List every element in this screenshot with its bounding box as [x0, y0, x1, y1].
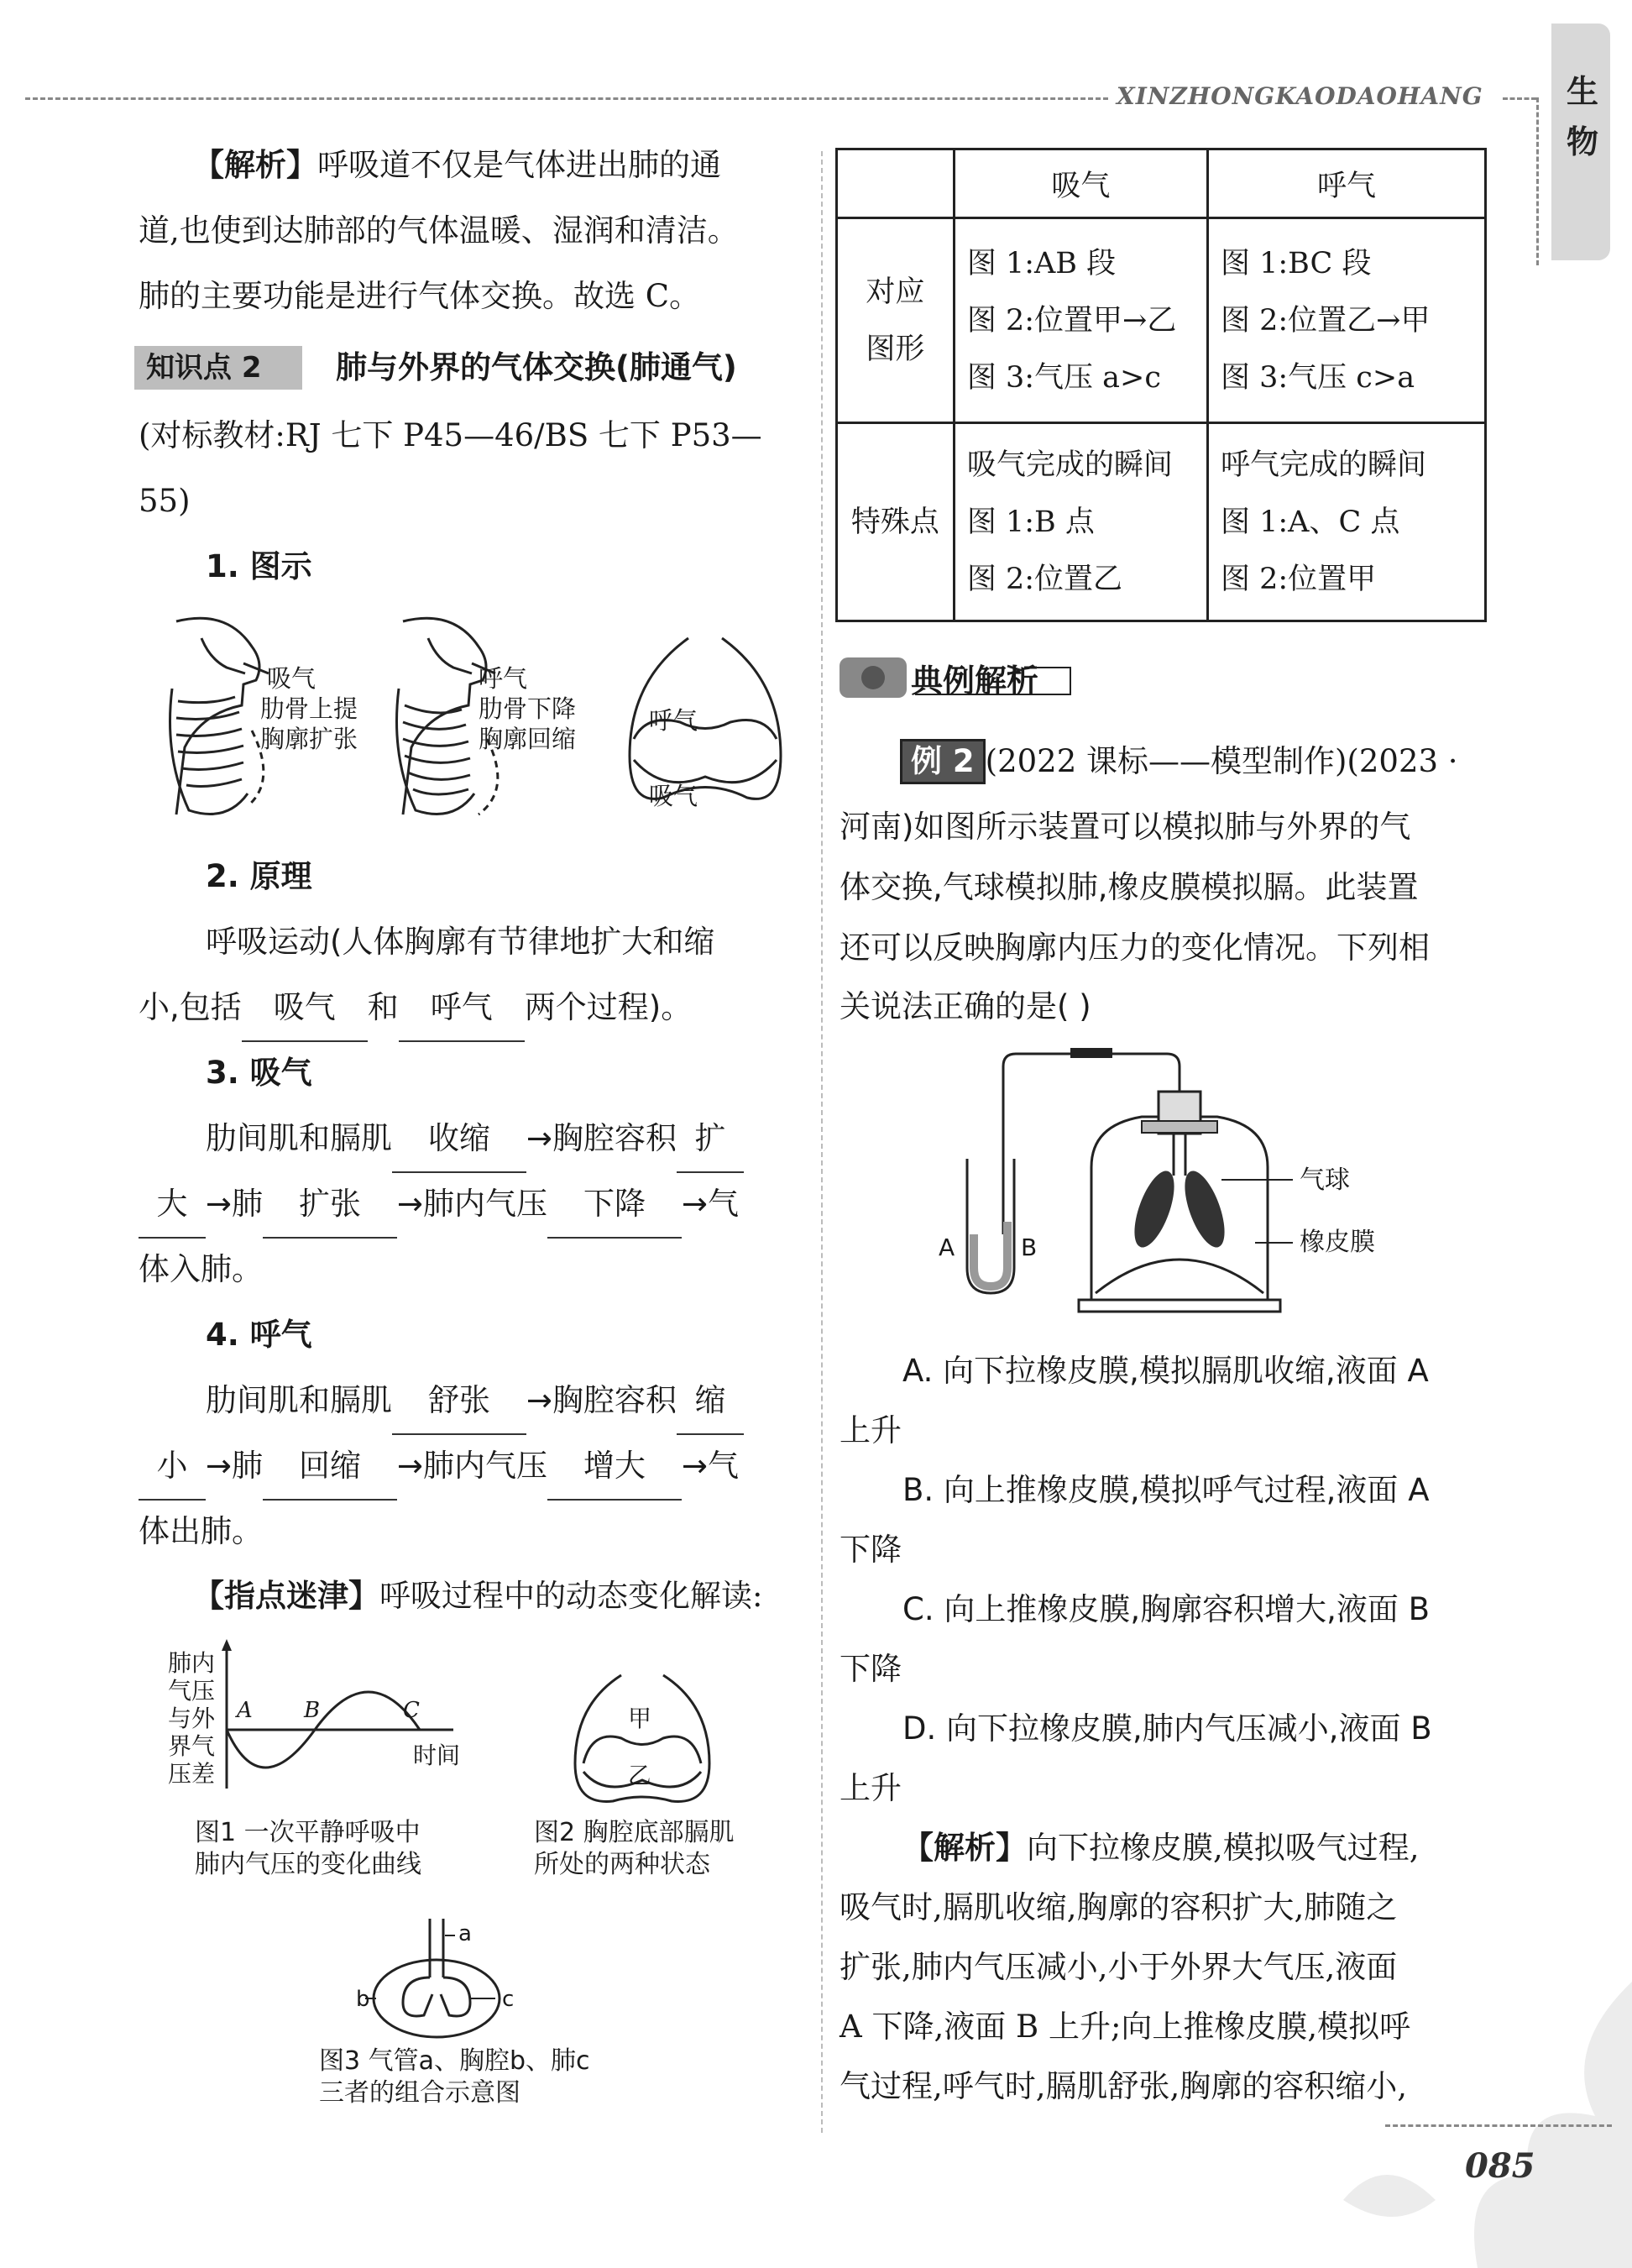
analysis2-line4: A 下降,液面 B 上升;向上推橡皮膜,模拟呼 — [840, 2009, 1411, 2045]
fig2-label-jia: 甲 — [628, 1705, 652, 1732]
fig1-xlabel: 时间 — [413, 1742, 461, 1769]
blank-decrease: 下降 — [547, 1171, 682, 1239]
fig2-caption-1: 图2 胸腔底部膈肌 — [534, 1818, 735, 1847]
row-figures-inhale: 图 1:AB 段 图 2:位置甲→乙 图 3:气压 a>c — [954, 218, 1207, 423]
section-heading-inhale: 3. 吸气 — [206, 1055, 312, 1091]
example-tag: 例 2 — [900, 739, 986, 784]
header-rule — [25, 97, 1108, 100]
option-a-line2: 上升 — [840, 1412, 902, 1448]
fig3-label-a: a — [458, 1921, 472, 1946]
label-membrane: 橡皮膜 — [1300, 1228, 1375, 1257]
side-rule — [1536, 97, 1539, 265]
example-line1: 例 2 (2022 课标——模型制作)(2023 · — [900, 729, 1458, 794]
textbook-ref-line1: (对标教材:RJ 七下 P45—46/BS 七下 P53— — [139, 417, 762, 453]
analysis2-line1: 【解析】向下拉橡皮膜,模拟吸气过程, — [902, 1830, 1420, 1866]
inhale-label-2: 肋骨上提 — [260, 694, 358, 723]
analysis2-line2: 吸气时,膈肌收缩,胸廓的容积扩大,肺随之 — [840, 1889, 1398, 1925]
exhale-line1: 肋间肌和膈肌 舒张 →胸腔容积 缩 — [206, 1368, 744, 1435]
option-a-line1: A. 向下拉橡皮膜,模拟膈肌收缩,液面 A — [902, 1353, 1429, 1389]
option-d-line2: 上升 — [840, 1770, 902, 1806]
breathing-comparison-table — [835, 148, 1487, 622]
inhale-line3: 体入肺。 — [139, 1251, 263, 1287]
exhale-label-3: 胸廓回缩 — [479, 725, 577, 753]
blank-shrink-2: 小 — [139, 1433, 206, 1501]
blank-retract: 回缩 — [263, 1433, 397, 1501]
exhale-line2: 小 →肺 回缩 →肺内气压 增大 →气 — [139, 1433, 739, 1501]
blank-expand: 扩张 — [263, 1171, 397, 1239]
principle-line1: 呼吸运动(人体胸廓有节律地扩大和缩 — [206, 924, 715, 960]
option-b-line2: 下降 — [840, 1532, 902, 1568]
fig3-caption-2: 三者的组合示意图 — [319, 2078, 520, 2108]
analysis2-line3: 扩张,肺内气压减小,小于外界大气压,液面 — [840, 1949, 1398, 1985]
row-special-exhale: 呼气完成的瞬间 图 1:A、C 点 图 2:位置甲 — [1207, 423, 1485, 621]
base-plate — [1079, 1300, 1280, 1312]
fig1-ylabel-3: 与外 — [168, 1705, 216, 1732]
inhale-figure — [170, 618, 269, 814]
trachea-cavity-lung-figure — [353, 1914, 529, 2040]
blank-contract: 收缩 — [392, 1106, 526, 1173]
diaphragm-label-exhale: 呼气 — [649, 706, 698, 735]
section-heading-diagram: 1. 图示 — [206, 548, 312, 584]
fig2-label-yi: 乙 — [628, 1762, 652, 1789]
diaphragm-states-figure — [571, 1671, 714, 1814]
exhale-line3: 体出肺。 — [139, 1513, 263, 1549]
row-special-inhale: 吸气完成的瞬间 图 1:B 点 图 2:位置乙 — [954, 423, 1207, 621]
textbook-ref-line2: 55) — [139, 483, 191, 519]
example-line4: 还可以反映胸廓内压力的变化情况。下列相 — [840, 930, 1430, 966]
subject-char-1: 生 — [1567, 73, 1599, 110]
fig3-label-c: c — [502, 1987, 515, 2012]
blank-shrink-1: 缩 — [677, 1368, 744, 1435]
fig1-ylabel-1: 肺内 — [168, 1649, 216, 1677]
example-section-title: 典例解析 — [911, 663, 1039, 699]
fig1-ylabel-4: 界气 — [168, 1732, 216, 1760]
y-axis-arrow — [222, 1639, 232, 1651]
section-heading-exhale: 4. 呼气 — [206, 1317, 312, 1353]
subject-char-2: 物 — [1567, 123, 1599, 160]
blank-increase: 增大 — [547, 1433, 682, 1501]
analysis1-line1: 【解析】呼吸道不仅是气体进出肺的通 — [193, 147, 721, 183]
analysis2-label: 【解析】 — [902, 1830, 1027, 1866]
tip-label: 【指点迷津】 — [193, 1578, 379, 1614]
fig1-caption-1: 图1 一次平静呼吸中 — [195, 1818, 421, 1847]
label-liquid-a: A — [939, 1234, 955, 1261]
subject-tab — [1551, 24, 1610, 260]
inhale-label-1: 吸气 — [267, 664, 316, 693]
inhale-line2: 大 →肺 扩张 →肺内气压 下降 →气 — [139, 1171, 739, 1239]
option-b-line1: B. 向上推橡皮膜,模拟呼气过程,液面 A — [902, 1472, 1430, 1508]
knowledge-point-label: 知识点 2 — [134, 346, 302, 390]
row-label-figures: 对应 图形 — [837, 218, 955, 423]
fig1-caption-2: 肺内气压的变化曲线 — [195, 1850, 421, 1879]
option-c-line2: 下降 — [840, 1651, 902, 1687]
header-rule-right — [1503, 97, 1536, 100]
label-balloon: 气球 — [1300, 1165, 1350, 1195]
bell-jar — [1091, 1117, 1268, 1302]
fig1-point-a: A — [237, 1698, 253, 1723]
blank-relax: 舒张 — [392, 1368, 526, 1435]
balloon-left — [1127, 1166, 1183, 1253]
fig1-point-b: B — [304, 1698, 321, 1723]
tube-clamp — [1070, 1048, 1112, 1058]
example-line5: 关说法正确的是( ) — [840, 988, 1091, 1024]
table-row — [837, 423, 1486, 621]
table-header-exhale: 呼气 — [1207, 149, 1485, 218]
blank-inhale: 吸气 — [242, 975, 368, 1042]
analysis1-line3: 肺的主要功能是进行气体交换。故选 C。 — [139, 278, 701, 314]
blank-enlarge-1: 扩 — [677, 1106, 744, 1173]
option-d-line1: D. 向下拉橡皮膜,肺内气压减小,液面 B — [902, 1710, 1432, 1747]
row-figures-exhale: 图 1:BC 段 图 2:位置乙→甲 图 3:气压 c>a — [1207, 218, 1485, 423]
analysis-label: 【解析】 — [193, 147, 317, 183]
tip-line: 【指点迷津】呼吸过程中的动态变化解读: — [193, 1578, 763, 1614]
blank-exhale: 呼气 — [399, 975, 525, 1042]
fig1-point-c: C — [403, 1698, 420, 1723]
analysis2-line5: 气过程,呼气时,膈肌舒张,胸廓的容积缩小, — [840, 2068, 1408, 2104]
fig1-ylabel-5: 压差 — [168, 1760, 216, 1788]
footer-rule — [1385, 2124, 1612, 2127]
inhale-line1: 肋间肌和膈肌 收缩 →胸腔容积 扩 — [206, 1106, 744, 1173]
table-header-row — [837, 149, 1486, 218]
table-row — [837, 218, 1486, 423]
row-label-special: 特殊点 — [837, 423, 955, 621]
fig3-caption-1: 图3 气管a、胸腔b、肺c — [319, 2046, 590, 2076]
option-c-line1: C. 向上推橡皮膜,胸廓容积增大,液面 B — [902, 1591, 1431, 1627]
knowledge-point-title: 肺与外界的气体交换(肺通气) — [336, 349, 737, 385]
fig1-ylabel-2: 气压 — [168, 1677, 216, 1705]
rubber-membrane — [1096, 1260, 1263, 1293]
principle-line2: 小,包括 吸气 和 呼气 两个过程)。 — [139, 975, 692, 1042]
diaphragm-label-inhale: 吸气 — [649, 782, 698, 810]
blank-enlarge-2: 大 — [139, 1171, 206, 1239]
column-divider — [821, 151, 823, 2133]
table-header-blank — [837, 149, 955, 218]
label-liquid-b: B — [1021, 1234, 1038, 1261]
position-jia-line — [583, 1736, 701, 1763]
fig2-caption-2: 所处的两种状态 — [534, 1850, 710, 1879]
running-title: XINZHONGKAODAOHANG — [1117, 82, 1483, 110]
example-line2: 河南)如图所示装置可以模拟肺与外界的气 — [840, 809, 1411, 845]
table-header-inhale: 吸气 — [954, 149, 1207, 218]
example-line3: 体交换,气球模拟肺,橡皮膜模拟膈。此装置 — [840, 869, 1419, 905]
section-heading-principle: 2. 原理 — [206, 858, 312, 894]
fig3-label-b: b — [356, 1987, 370, 2012]
inhale-label-3: 胸廓扩张 — [260, 725, 358, 753]
page-number: 085 — [1465, 2146, 1535, 2186]
exhale-label-1: 呼气 — [479, 664, 528, 693]
analysis1-line2: 道,也使到达肺部的气体温暖、湿润和清洁。 — [139, 212, 739, 249]
exhale-label-2: 肋骨下降 — [479, 694, 577, 723]
